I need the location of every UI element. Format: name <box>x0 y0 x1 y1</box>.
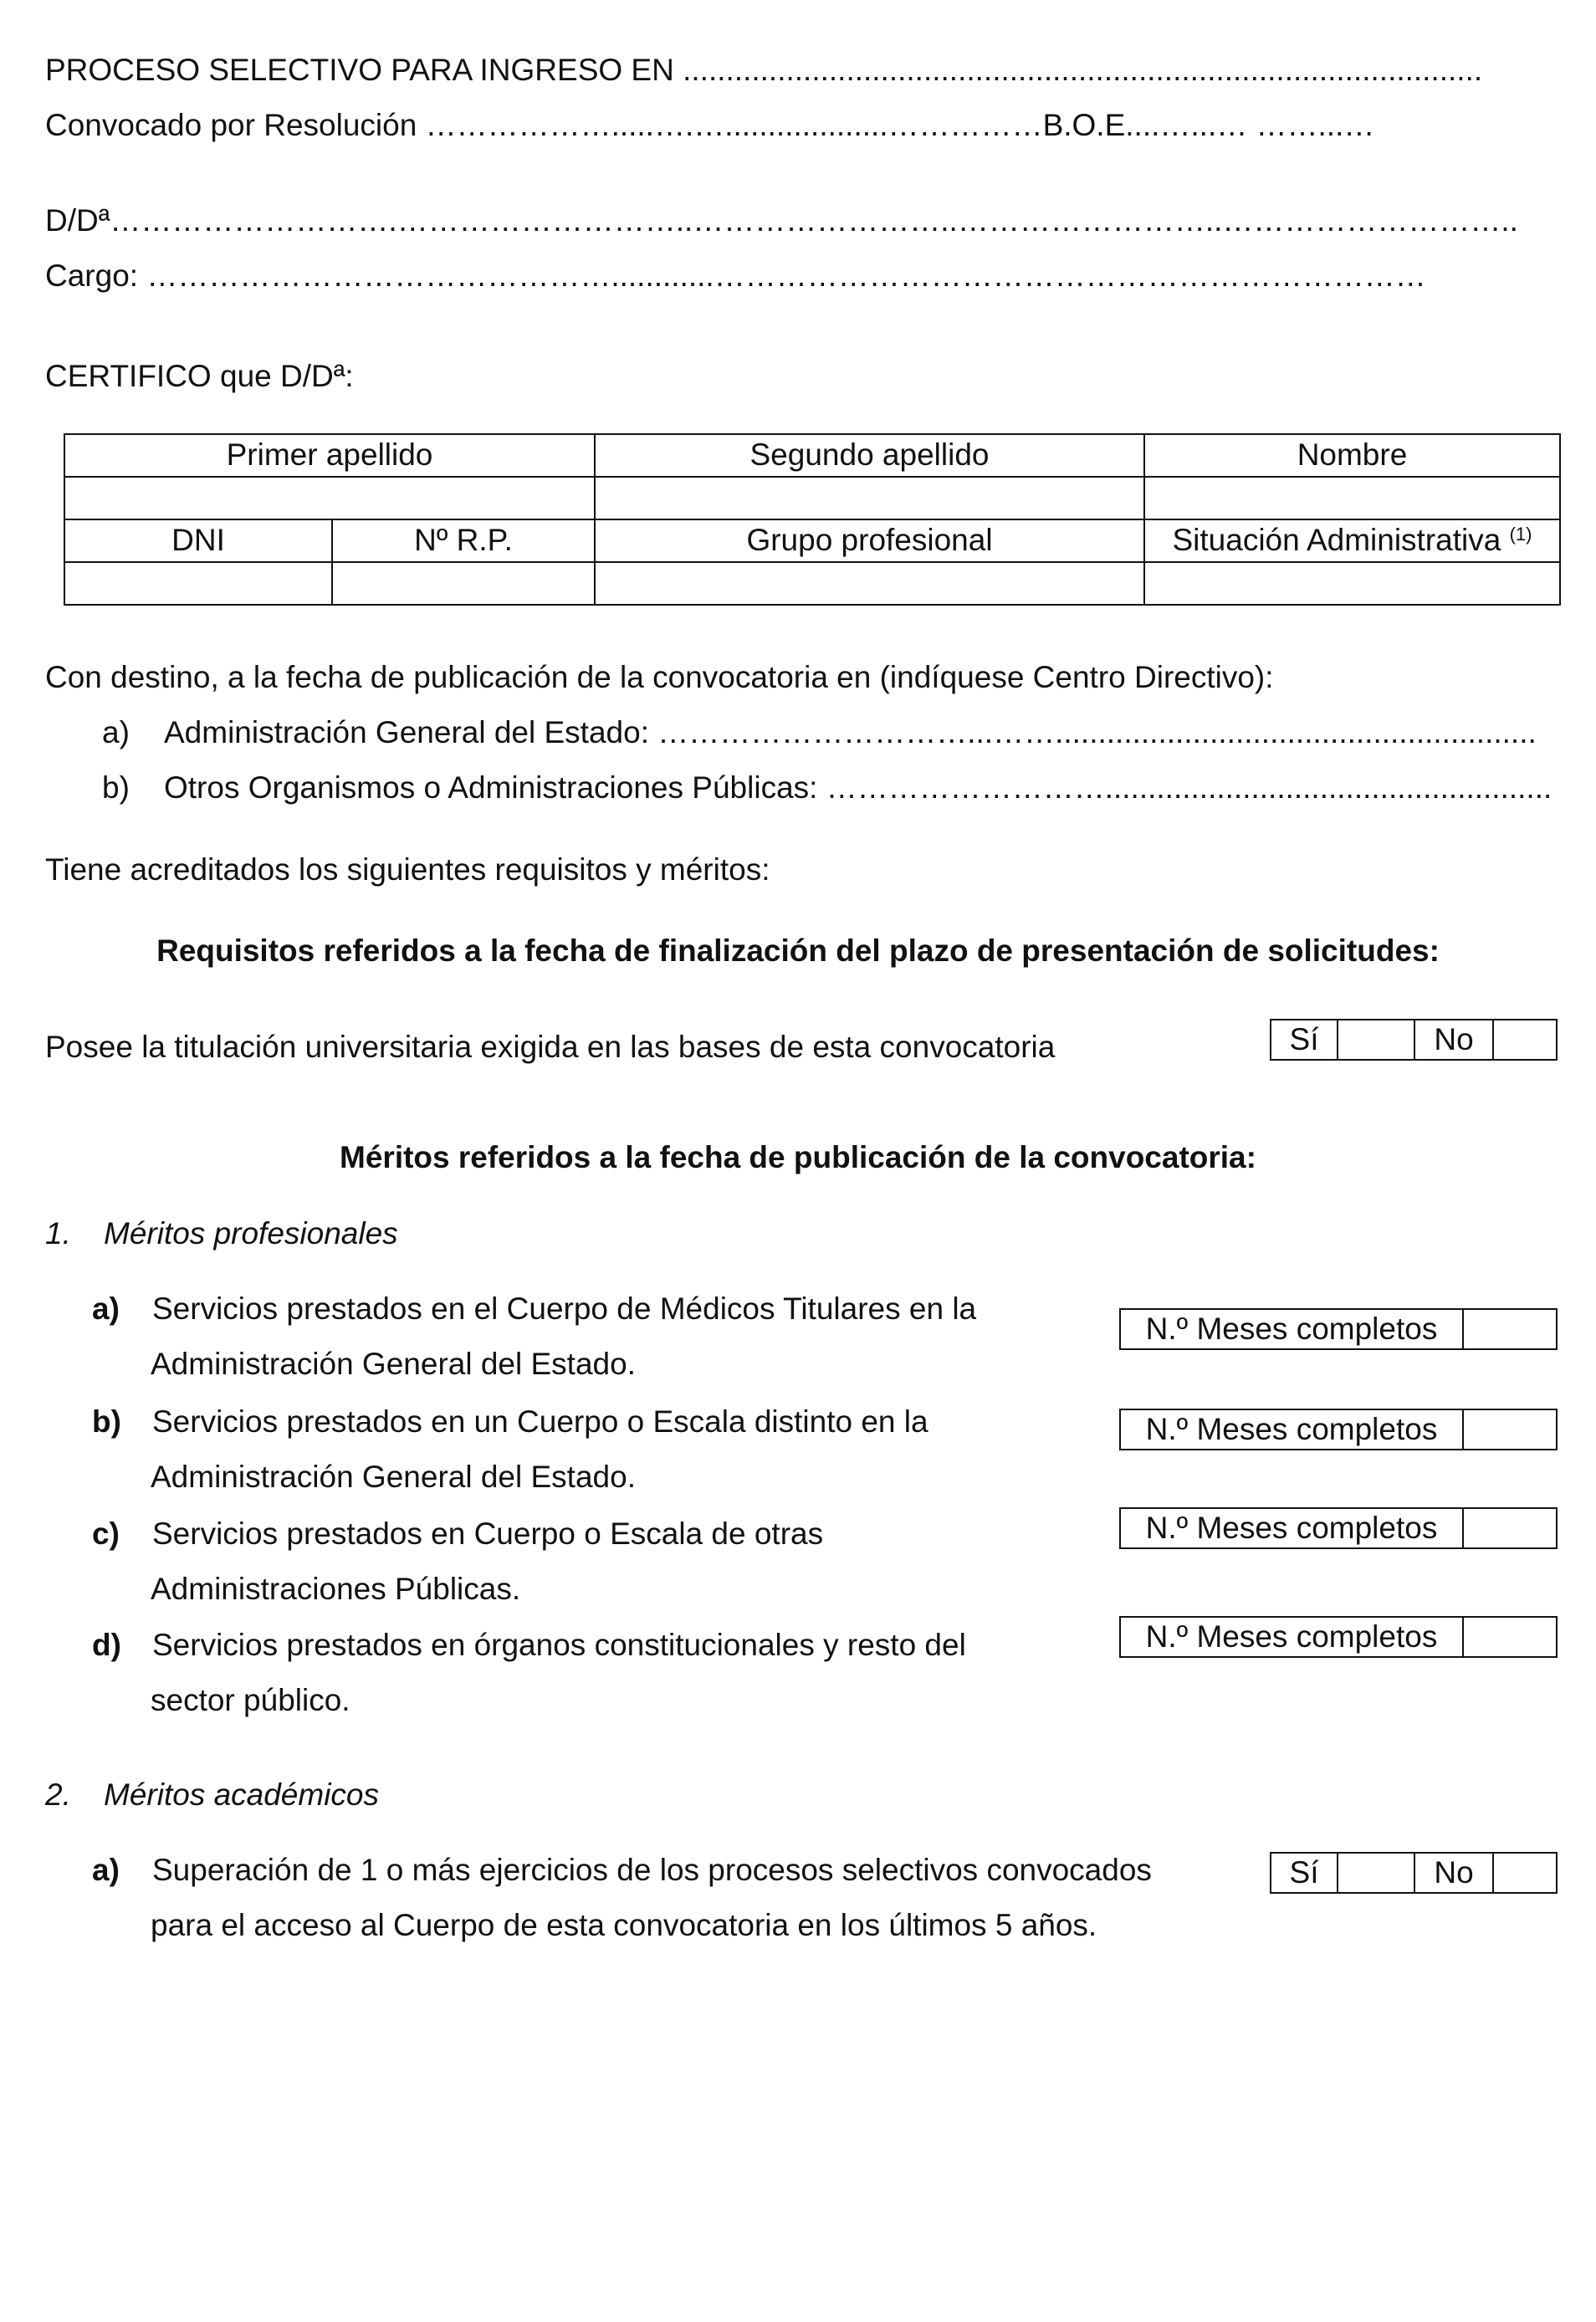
item-line2: Administración General del Estado. <box>151 1460 636 1494</box>
destino-b-marker: b) <box>102 770 130 805</box>
si-checkbox[interactable] <box>1338 1020 1415 1059</box>
destino-a-line <box>102 714 1556 751</box>
meses-label: N.º Meses completos <box>1121 1618 1464 1656</box>
header-primer-apellido: Primer apellido <box>64 434 595 477</box>
merit-item-b <box>92 1404 928 1494</box>
proceso-line <box>45 52 1556 89</box>
si-label: Sí <box>1271 1854 1338 1892</box>
identification-table <box>64 433 1561 606</box>
grupo-profesional-field[interactable] <box>595 562 1144 605</box>
meritos-heading: Méritos referidos a la fecha de publicación de la convocatoria: <box>340 1140 1256 1174</box>
item-letter: c) <box>92 1516 120 1551</box>
item-line2: Administraciones Públicas. <box>151 1572 521 1606</box>
no-label: No <box>1415 1854 1494 1892</box>
header-nombre: Nombre <box>1144 434 1560 477</box>
primer-apellido-field[interactable] <box>64 477 595 519</box>
titulacion-text: Posee la titulación universitaria exigida en las bases de esta convocatoria <box>45 1030 1056 1064</box>
meses-input-d[interactable] <box>1464 1618 1556 1656</box>
table-input-row <box>64 562 1560 605</box>
merit-item-a <box>92 1291 977 1381</box>
segundo-apellido-field[interactable] <box>595 477 1144 519</box>
cargo-label: Cargo: <box>45 258 147 293</box>
item-letter: a) <box>92 1291 120 1326</box>
item-line1: Servicios prestados en órganos constitucionales y resto del <box>152 1628 966 1662</box>
dd-label: D/Dª <box>45 203 110 238</box>
titulacion-yes-no-box <box>1270 1019 1558 1061</box>
item-letter: d) <box>92 1628 121 1662</box>
table-header-row <box>64 519 1560 562</box>
item-line1: Servicios prestados en un Cuerpo o Escala distinto en la <box>152 1404 928 1439</box>
merit-item-d <box>92 1627 966 1717</box>
certifico-text: CERTIFICO que D/Dª: <box>45 359 354 393</box>
meses-input-b[interactable] <box>1464 1410 1556 1449</box>
section1-title: Méritos profesionales <box>104 1216 398 1251</box>
item-line1: Superación de 1 o más ejercicios de los procesos selectivos convocados <box>152 1853 1152 1887</box>
situacion-label: Situación Administrativa <box>1172 523 1501 558</box>
dni-field[interactable] <box>64 562 332 605</box>
cargo-line <box>45 258 1556 294</box>
header-segundo-apellido: Segundo apellido <box>595 434 1144 477</box>
meses-input-a[interactable] <box>1464 1310 1556 1348</box>
item-letter: a) <box>92 1853 120 1887</box>
item-line2: Administración General del Estado. <box>151 1347 636 1381</box>
boe-label: B.O.E. <box>1042 108 1134 142</box>
item-line2: para el acceso al Cuerpo de esta convocatoria en los últimos 5 años. <box>151 1908 1097 1942</box>
proceso-label: PROCESO SELECTIVO PARA INGRESO EN <box>45 53 683 87</box>
situacion-administrativa-field[interactable] <box>1144 562 1560 605</box>
convocado-line <box>45 107 1556 144</box>
academic-yes-no-box <box>1270 1852 1558 1894</box>
meses-input-c[interactable] <box>1464 1509 1556 1547</box>
item-line2: sector público. <box>151 1683 350 1717</box>
meses-label: N.º Meses completos <box>1121 1509 1464 1547</box>
meses-label: N.º Meses completos <box>1121 1410 1464 1449</box>
nrp-field[interactable] <box>332 562 595 605</box>
destino-b-label: Otros Organismos o Administraciones Públicas: <box>164 770 826 805</box>
footnote-marker: (1) <box>1509 524 1532 545</box>
meses-box-c <box>1119 1507 1558 1549</box>
item-line1: Servicios prestados en Cuerpo o Escala de otras <box>152 1516 824 1551</box>
si-checkbox[interactable] <box>1338 1854 1415 1892</box>
header-dni: DNI <box>64 519 332 562</box>
cargo-fill[interactable]: ………………………………………............…………………………………………………………… <box>146 258 1426 293</box>
requisitos-heading: Requisitos referidos a la fecha de finalización del plazo de presentación de solicitudes: <box>156 933 1440 968</box>
section2-title-line <box>45 1777 1556 1813</box>
meses-box-b <box>1119 1409 1558 1450</box>
no-label: No <box>1415 1020 1494 1059</box>
no-checkbox[interactable] <box>1494 1854 1556 1892</box>
no-checkbox[interactable] <box>1494 1020 1556 1059</box>
header-grupo-profesional: Grupo profesional <box>595 519 1144 562</box>
convocado-label: Convocado por Resolución <box>45 108 426 142</box>
destino-b-fill[interactable]: ……………………….................................................... <box>826 770 1553 805</box>
destino-a-fill[interactable]: …………………………...……........................................................ <box>657 715 1537 749</box>
table-input-row <box>64 477 1560 519</box>
meses-label: N.º Meses completos <box>1121 1310 1464 1348</box>
header-situacion-administrativa <box>1144 519 1560 562</box>
section2-number: 2. <box>45 1777 71 1812</box>
section1-title-line <box>45 1215 1556 1252</box>
item-letter: b) <box>92 1404 121 1439</box>
destino-a-marker: a) <box>102 715 130 749</box>
destino-a-label: Administración General del Estado: <box>164 715 658 749</box>
meses-box-d <box>1119 1616 1558 1658</box>
meses-box-a <box>1119 1308 1558 1350</box>
acreditados-text: Tiene acreditados los siguientes requisitos y méritos: <box>45 852 770 887</box>
proceso-fill[interactable]: ............................................................................................. <box>683 53 1483 87</box>
convocado-fill[interactable]: ……………….....….…...................…………… <box>425 108 1043 142</box>
merit-item-c <box>92 1516 824 1606</box>
nombre-field[interactable] <box>1144 477 1560 519</box>
boe-fill[interactable]: ...…...… ……...… <box>1133 108 1375 142</box>
table-header-row <box>64 434 1560 477</box>
section1-number: 1. <box>45 1216 71 1251</box>
si-label: Sí <box>1271 1020 1338 1059</box>
item-line1: Servicios prestados en el Cuerpo de Médicos Titulares en la <box>152 1291 977 1326</box>
dd-line <box>45 202 1556 239</box>
destino-intro: Con destino, a la fecha de publicación de la convocatoria en (indíquese Centro Directivo): <box>45 660 1274 694</box>
section2-title: Méritos académicos <box>104 1777 380 1812</box>
academic-item-a <box>92 1852 1152 1942</box>
dd-fill[interactable]: ……………………….………………………..……………………..……………………..……………………….. <box>110 203 1518 238</box>
destino-b-line <box>102 770 1556 806</box>
header-nrp: Nº R.P. <box>332 519 595 562</box>
